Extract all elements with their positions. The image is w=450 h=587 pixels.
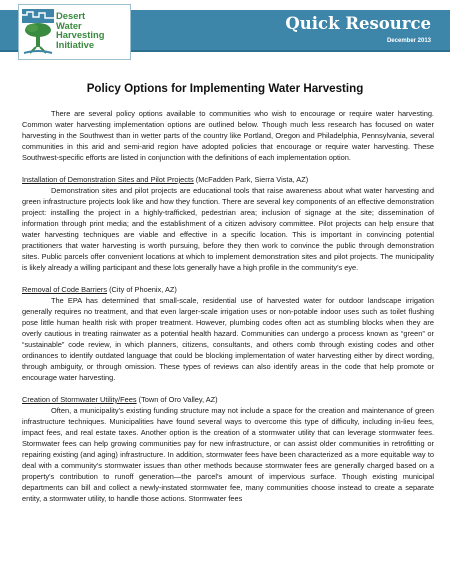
logo-line-1: Desert [56, 10, 86, 21]
publication-date: December 2013 [386, 38, 431, 44]
page-title: Policy Options for Implementing Water Harvesting [86, 82, 364, 95]
section-title: Installation of Demonstration Sites and Pilot Projects [22, 175, 194, 184]
logo [18, 4, 131, 60]
section-title: Removal of Code Barriers [22, 285, 108, 294]
logo-line-2: Water [56, 19, 82, 31]
section-body-code-barriers: The EPA has determined that small-scale, residential use of harvested water for outdoor landscape irrigation generally requires no treatment, and that even larger-scale irrigation uses or non-potable indoor uses such as toilet flushing pose little human health risk with proper treatment. However, plumbing codes often act as stumbling blocks when they are overly cautious in treating rainwater as a potential health hazard. Communities can undergo a process known as “green” or “sustainable” code review, in which planners, citizens, consultants, and others comb through existing codes and other ordinances to identify outdated language that could be blocking implementation of water harvesting either by direct wording, through ambiguity, or through omission. These types of reviews can also identify areas in the code that help promote or encourage water harvesting. [22, 296, 434, 382]
document-body [22, 108, 434, 504]
logo-text [56, 11, 130, 49]
section-location: (Town of Oro Valley, AZ) [136, 395, 218, 404]
section-heading-code-barriers [22, 284, 434, 295]
logo-line-4: Initiative [56, 38, 95, 50]
section-location: (City of Phoenix, AZ) [107, 285, 177, 294]
section-heading-demonstration [22, 174, 434, 185]
intro-paragraph: There are several policy options available to communities who wish to encourage or require water harvesting. Common water harvesting implementation options are outlined below. Though much less research has focused on water harvesting in the Southwest than in wetter parts of the country like Portland, Oregon and Philadelphia, Pennsylvania, several communities in this arid and semi-arid region have adopted policies that encourage or require water harvesting. These Southwest-specific efforts are listed in conjunction with the definitions of each implementation option. [22, 109, 434, 162]
logo-line-3: Harvesting [56, 29, 105, 41]
tree-icon [22, 9, 54, 57]
section-location: (McFadden Park, Sierra Vista, AZ) [193, 175, 309, 184]
quick-resource-label: Quick Resource [285, 14, 431, 33]
header [0, 0, 450, 70]
section-body-demonstration: Demonstration sites and pilot projects are educational tools that raise awareness about what water harvesting and green infrastructure projects look like and how they function. There are several key components of an effective demonstration project: installing the project in a highly-trafficked, pedestrian area; inclusion of signage at the site; dissemination of information through print media; and the establishment of a citizen advisory committee. Pilot projects can help ensure that water harvesting techniques are viable and effective in a specific location. This is important in convincing potential practitioners that water harvesting is worth pursuing, before they then work to convince the public through demonstration sites. Public parcels offer convenient locations at which to implement demonstration sites and pilot projects. The municipality is likely already a willing participant and these lots generally have a high profile in the community's eye. [22, 186, 434, 272]
section-body-stormwater: Often, a municipality's existing funding structure may not include a space for the creation and maintenance of green infrastructure techniques. Municipalities have found several ways to overcome this type of difficulty, including in-lieu fees, impact fees, and real estate taxes. Another option is the creation of a stormwater utility that can leverage stormwater fees. Stormwater fees can help growing communities pay for new infrastructure, or can assist older communities in retrofitting or repairing existing (and aging) infrastructure. In addition, stormwater fees have been characterized as a more equitable way to deal with a community's stormwater issues than other methods because stormwater fees are generally charged based on a property's contribution to runoff generation—the parcel's amount of impervious surface. Though existing municipal departments can bill and collect a newly-instated stormwater fee, many communities choose instead to create a separate entity, a stormwater utility, to handle those actions. Stormwater fees [22, 406, 434, 503]
section-title: Creation of Stormwater Utility/Fees [22, 395, 137, 404]
section-heading-stormwater [22, 394, 434, 405]
